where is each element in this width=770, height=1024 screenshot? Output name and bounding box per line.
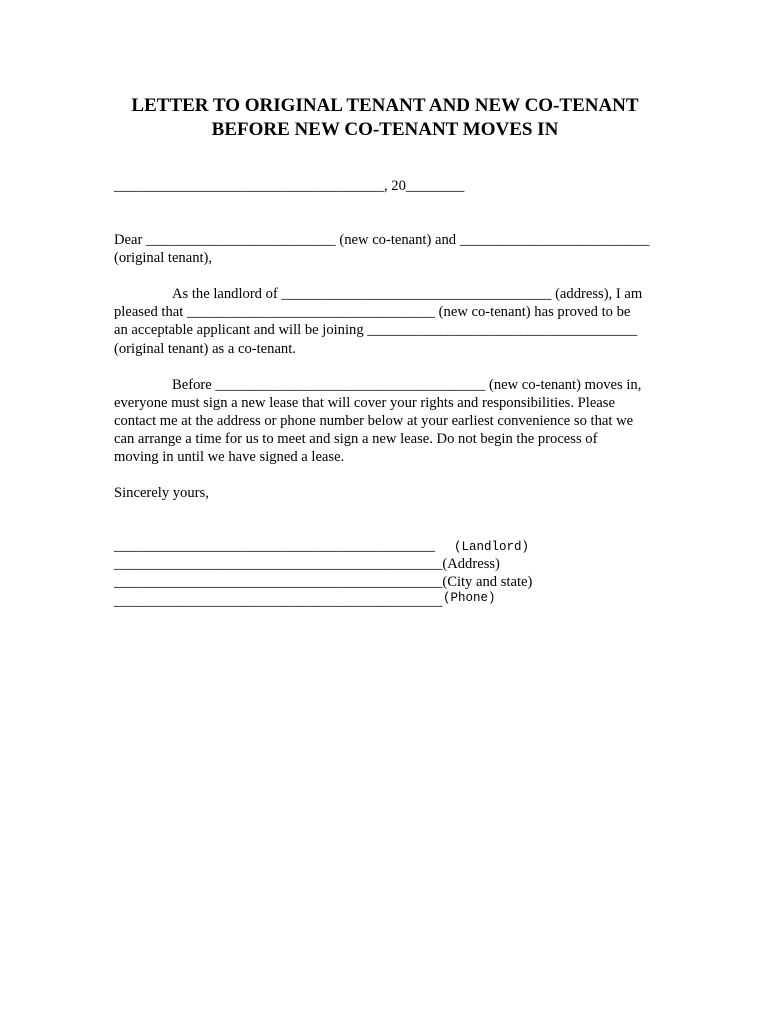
- city-state-line: _____________________________________________(City and state): [114, 574, 533, 590]
- paragraph2-line-5: moving in until we have signed a lease.: [114, 449, 345, 465]
- document-title-line-2: BEFORE NEW CO-TENANT MOVES IN: [211, 119, 559, 140]
- closing: Sincerely yours,: [114, 485, 209, 501]
- paragraph2-line-4: can arrange a time for us to meet and sign a new lease. Do not begin the process of: [114, 431, 598, 447]
- landlord-signature-line: ____________________________________________: [114, 538, 436, 554]
- paragraph2-line-2: everyone must sign a new lease that will cover your rights and responsibilities. Please: [114, 395, 615, 411]
- paragraph1-line-2: pleased that __________________________________ (new co-tenant) has proved to be: [114, 304, 631, 320]
- paragraph2-line-3: contact me at the address or phone number below at your earliest convenience so that we: [114, 413, 634, 429]
- document-title-line-1: LETTER TO ORIGINAL TENANT AND NEW CO-TENANT: [131, 95, 639, 116]
- paragraph1-line-3: an acceptable applicant and will be joining _____________________________________: [114, 322, 638, 338]
- date-line: _____________________________________, 20________: [114, 178, 465, 194]
- salutation-line-1: Dear __________________________ (new co-tenant) and __________________________: [114, 232, 650, 248]
- address-line: _____________________________________________(Address): [114, 556, 500, 572]
- phone-line: _____________________________________________: [114, 593, 443, 609]
- paragraph1-line-4: (original tenant) as a co-tenant.: [114, 341, 296, 357]
- paragraph2-line-1: Before _____________________________________ (new co-tenant) moves in,: [172, 377, 642, 393]
- phone-label: (Phone): [443, 591, 496, 605]
- salutation-line-2: (original tenant),: [114, 250, 213, 266]
- landlord-label: (Landlord): [454, 540, 530, 554]
- paragraph1-line-1: As the landlord of _____________________________________ (address), I am: [172, 286, 643, 302]
